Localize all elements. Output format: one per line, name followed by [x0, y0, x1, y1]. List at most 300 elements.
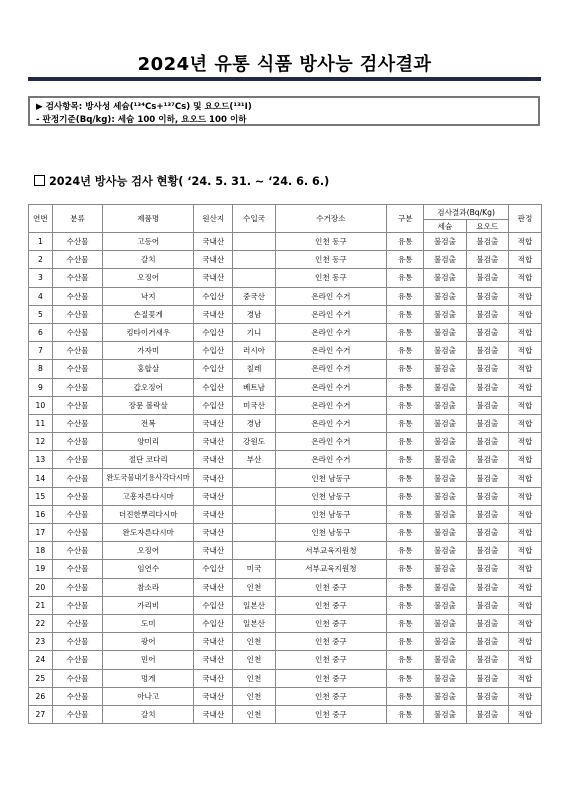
- cell-place: 인천 동구: [275, 251, 386, 269]
- table-row: [29, 633, 542, 651]
- cell-no: 16: [29, 505, 53, 523]
- table-row: [29, 251, 542, 269]
- cell-importer: [233, 524, 275, 542]
- cell-product: 완도자른다시마: [103, 524, 194, 542]
- cell-origin: 국내산: [194, 305, 233, 323]
- cell-category: 수산물: [52, 578, 103, 596]
- cell-verdict: 적합: [508, 396, 541, 414]
- cell-importer: 인천: [233, 705, 275, 723]
- cell-type: 유통: [387, 414, 424, 432]
- cell-cesium: 불검출: [424, 233, 466, 251]
- cell-cesium: 불검출: [424, 560, 466, 578]
- cell-place: 인천 남동구: [275, 524, 386, 542]
- page-title: 2024년 유통 식품 방사능 검사결과: [137, 54, 432, 75]
- cell-category: 수산물: [52, 633, 103, 651]
- cell-place: 인천 동구: [275, 269, 386, 287]
- cell-category: 수산물: [52, 378, 103, 396]
- cell-cesium: 불검출: [424, 451, 466, 469]
- cell-importer: 일본산: [233, 596, 275, 614]
- cell-iodine: 불검출: [466, 342, 508, 360]
- cell-verdict: 적합: [508, 451, 541, 469]
- cell-no: 26: [29, 687, 53, 705]
- table-row: [29, 305, 542, 323]
- header-product: 제품명: [103, 205, 194, 233]
- cell-verdict: 적합: [508, 614, 541, 632]
- cell-cesium: 불검출: [424, 414, 466, 432]
- cell-cesium: 불검출: [424, 651, 466, 669]
- cell-iodine: 불검출: [466, 505, 508, 523]
- cell-no: 6: [29, 323, 53, 341]
- cell-category: 수산물: [52, 524, 103, 542]
- cell-product: 도미: [103, 614, 194, 632]
- cell-place: 인천 동구: [275, 233, 386, 251]
- cell-iodine: 불검출: [466, 305, 508, 323]
- cell-iodine: 불검출: [466, 233, 508, 251]
- cell-importer: 부산: [233, 451, 275, 469]
- cell-origin: 국내산: [194, 687, 233, 705]
- cell-product: 고등어: [103, 233, 194, 251]
- cell-cesium: 불검출: [424, 487, 466, 505]
- criteria-line: - 판정기준(Bq/kg): 세슘 100 이하, 요오드 100 이하: [36, 115, 247, 125]
- cell-place: 인천 중구: [275, 614, 386, 632]
- cell-importer: 중국산: [233, 287, 275, 305]
- cell-verdict: 적합: [508, 269, 541, 287]
- cell-importer: 칠레: [233, 360, 275, 378]
- cell-origin: 수입산: [194, 560, 233, 578]
- cell-verdict: 적합: [508, 287, 541, 305]
- cell-importer: [233, 233, 275, 251]
- table-row: [29, 451, 542, 469]
- cell-cesium: 불검출: [424, 542, 466, 560]
- cell-product: 민어: [103, 651, 194, 669]
- checkbox-square-icon: [34, 175, 45, 186]
- cell-iodine: 불검출: [466, 451, 508, 469]
- cell-no: 10: [29, 396, 53, 414]
- cell-importer: 인천: [233, 687, 275, 705]
- cell-product: 홍합살: [103, 360, 194, 378]
- cell-type: 유통: [387, 378, 424, 396]
- cell-verdict: 적합: [508, 578, 541, 596]
- cell-type: 유통: [387, 505, 424, 523]
- cell-no: 18: [29, 542, 53, 560]
- cell-importer: 인천: [233, 578, 275, 596]
- cell-iodine: 불검출: [466, 269, 508, 287]
- cell-verdict: 적합: [508, 433, 541, 451]
- section-heading: [34, 173, 329, 189]
- cell-iodine: 불검출: [466, 651, 508, 669]
- cell-place: 인천 중구: [275, 633, 386, 651]
- cell-no: 19: [29, 560, 53, 578]
- table-row: [29, 651, 542, 669]
- cell-iodine: 불검출: [466, 705, 508, 723]
- cell-iodine: 불검출: [466, 596, 508, 614]
- cell-cesium: 불검출: [424, 469, 466, 487]
- cell-verdict: 적합: [508, 633, 541, 651]
- cell-origin: 국내산: [194, 469, 233, 487]
- cell-product: 가자미: [103, 342, 194, 360]
- cell-origin: 국내산: [194, 705, 233, 723]
- cell-no: 17: [29, 524, 53, 542]
- cell-verdict: 적합: [508, 505, 541, 523]
- cell-iodine: 불검출: [466, 669, 508, 687]
- cell-iodine: 불검출: [466, 542, 508, 560]
- cell-importer: [233, 269, 275, 287]
- cell-cesium: 불검출: [424, 669, 466, 687]
- cell-importer: 러시아: [233, 342, 275, 360]
- cell-product: 전복: [103, 414, 194, 432]
- cell-type: 유통: [387, 269, 424, 287]
- cell-verdict: 적합: [508, 360, 541, 378]
- table-row: [29, 378, 542, 396]
- cell-type: 유통: [387, 342, 424, 360]
- cell-type: 유통: [387, 614, 424, 632]
- cell-category: 수산물: [52, 614, 103, 632]
- cell-verdict: 적합: [508, 305, 541, 323]
- cell-product: 광어: [103, 633, 194, 651]
- table-row: [29, 542, 542, 560]
- cell-category: 수산물: [52, 360, 103, 378]
- cell-cesium: 불검출: [424, 633, 466, 651]
- cell-importer: 일본산: [233, 614, 275, 632]
- cell-category: 수산물: [52, 323, 103, 341]
- cell-cesium: 불검출: [424, 524, 466, 542]
- cell-type: 유통: [387, 305, 424, 323]
- table-row: [29, 705, 542, 723]
- cell-iodine: 불검출: [466, 323, 508, 341]
- cell-verdict: 적합: [508, 251, 541, 269]
- cell-iodine: 불검출: [466, 251, 508, 269]
- cell-product: 참소라: [103, 578, 194, 596]
- cell-importer: [233, 505, 275, 523]
- cell-verdict: 적합: [508, 651, 541, 669]
- test-items-line: ▶ 검사항목: 방사성 세슘(¹³⁴Cs+¹³⁷Cs) 및 요오드(¹³¹I): [36, 102, 252, 112]
- cell-iodine: 불검출: [466, 524, 508, 542]
- table-row: [29, 505, 542, 523]
- cell-place: 온라인 수거: [275, 305, 386, 323]
- cell-cesium: 불검출: [424, 396, 466, 414]
- cell-cesium: 불검출: [424, 505, 466, 523]
- cell-origin: 수입산: [194, 342, 233, 360]
- cell-product: 임연수: [103, 560, 194, 578]
- cell-origin: 국내산: [194, 487, 233, 505]
- table-row: [29, 469, 542, 487]
- cell-origin: 수입산: [194, 596, 233, 614]
- cell-cesium: 불검출: [424, 287, 466, 305]
- cell-verdict: 적합: [508, 414, 541, 432]
- table-row: [29, 560, 542, 578]
- cell-place: 서부교육지원청: [275, 560, 386, 578]
- cell-importer: 기니: [233, 323, 275, 341]
- cell-type: 유통: [387, 687, 424, 705]
- cell-iodine: 불검출: [466, 360, 508, 378]
- cell-type: 유통: [387, 396, 424, 414]
- table-row: [29, 614, 542, 632]
- table-row: [29, 433, 542, 451]
- cell-no: 1: [29, 233, 53, 251]
- cell-category: 수산물: [52, 269, 103, 287]
- test-criteria-box: [28, 96, 540, 126]
- cell-place: 온라인 수거: [275, 433, 386, 451]
- cell-product: 완도국물내기용사각다시마: [103, 469, 194, 487]
- cell-verdict: 적합: [508, 542, 541, 560]
- cell-place: 온라인 수거: [275, 378, 386, 396]
- cell-type: 유통: [387, 287, 424, 305]
- cell-verdict: 적합: [508, 487, 541, 505]
- cell-place: 온라인 수거: [275, 287, 386, 305]
- results-table: [28, 204, 542, 724]
- cell-place: 인천 중구: [275, 705, 386, 723]
- cell-cesium: 불검출: [424, 433, 466, 451]
- cell-iodine: 불검출: [466, 560, 508, 578]
- cell-verdict: 적합: [508, 233, 541, 251]
- cell-origin: 국내산: [194, 651, 233, 669]
- cell-product: 고흥자른다시마: [103, 487, 194, 505]
- cell-cesium: 불검출: [424, 614, 466, 632]
- cell-origin: 국내산: [194, 451, 233, 469]
- cell-no: 22: [29, 614, 53, 632]
- cell-type: 유통: [387, 542, 424, 560]
- cell-verdict: 적합: [508, 705, 541, 723]
- cell-product: 가리비: [103, 596, 194, 614]
- cell-type: 유통: [387, 596, 424, 614]
- cell-no: 21: [29, 596, 53, 614]
- cell-origin: 수입산: [194, 614, 233, 632]
- cell-iodine: 불검출: [466, 287, 508, 305]
- cell-product: 오징어: [103, 269, 194, 287]
- cell-origin: 국내산: [194, 269, 233, 287]
- cell-cesium: 불검출: [424, 378, 466, 396]
- cell-type: 유통: [387, 451, 424, 469]
- cell-cesium: 불검출: [424, 705, 466, 723]
- cell-verdict: 적합: [508, 596, 541, 614]
- cell-cesium: 불검출: [424, 596, 466, 614]
- cell-product: 양미리: [103, 433, 194, 451]
- cell-iodine: 불검출: [466, 614, 508, 632]
- cell-iodine: 불검출: [466, 469, 508, 487]
- cell-category: 수산물: [52, 233, 103, 251]
- header-type: 구분: [387, 205, 424, 233]
- cell-no: 14: [29, 469, 53, 487]
- cell-place: 서부교육지원청: [275, 542, 386, 560]
- cell-category: 수산물: [52, 669, 103, 687]
- cell-type: 유통: [387, 433, 424, 451]
- cell-importer: [233, 251, 275, 269]
- cell-importer: 인천: [233, 669, 275, 687]
- cell-place: 온라인 수거: [275, 360, 386, 378]
- cell-type: 유통: [387, 233, 424, 251]
- cell-cesium: 불검출: [424, 578, 466, 596]
- cell-origin: 국내산: [194, 524, 233, 542]
- cell-cesium: 불검출: [424, 360, 466, 378]
- cell-iodine: 불검출: [466, 487, 508, 505]
- cell-place: 온라인 수거: [275, 342, 386, 360]
- table-row: [29, 487, 542, 505]
- cell-verdict: 적합: [508, 669, 541, 687]
- cell-origin: 국내산: [194, 633, 233, 651]
- cell-verdict: 적합: [508, 323, 541, 341]
- header-origin: 원산지: [194, 205, 233, 233]
- cell-type: 유통: [387, 651, 424, 669]
- header-cesium: 세슘: [424, 220, 466, 233]
- cell-cesium: 불검출: [424, 251, 466, 269]
- cell-product: 손질꽃게: [103, 305, 194, 323]
- cell-place: 온라인 수거: [275, 451, 386, 469]
- cell-no: 8: [29, 360, 53, 378]
- cell-category: 수산물: [52, 414, 103, 432]
- cell-verdict: 적합: [508, 378, 541, 396]
- cell-origin: 국내산: [194, 251, 233, 269]
- cell-no: 25: [29, 669, 53, 687]
- cell-product: 장문 볼락살: [103, 396, 194, 414]
- cell-iodine: 불검출: [466, 578, 508, 596]
- cell-category: 수산물: [52, 560, 103, 578]
- cell-place: 인천 중구: [275, 578, 386, 596]
- header-category: 분류: [52, 205, 103, 233]
- cell-origin: 수입산: [194, 360, 233, 378]
- cell-type: 유통: [387, 524, 424, 542]
- cell-type: 유통: [387, 487, 424, 505]
- cell-no: 3: [29, 269, 53, 287]
- cell-type: 유통: [387, 251, 424, 269]
- table-row: [29, 269, 542, 287]
- table-row: [29, 287, 542, 305]
- table-row: [29, 687, 542, 705]
- cell-iodine: 불검출: [466, 433, 508, 451]
- header-no: 연번: [29, 205, 53, 233]
- section-title: 2024년 방사능 검사 현황( ‘24. 5. 31. ~ ‘24. 6. 6.): [49, 175, 330, 188]
- table-row: [29, 596, 542, 614]
- cell-category: 수산물: [52, 487, 103, 505]
- cell-no: 9: [29, 378, 53, 396]
- cell-origin: 국내산: [194, 414, 233, 432]
- cell-no: 2: [29, 251, 53, 269]
- cell-verdict: 적합: [508, 342, 541, 360]
- title-underline: [28, 77, 541, 81]
- cell-iodine: 불검출: [466, 396, 508, 414]
- table-row: [29, 323, 542, 341]
- cell-category: 수산물: [52, 433, 103, 451]
- cell-product: 갈치: [103, 251, 194, 269]
- cell-importer: 인천: [233, 633, 275, 651]
- cell-no: 27: [29, 705, 53, 723]
- cell-origin: 수입산: [194, 287, 233, 305]
- header-verdict: 판정: [508, 205, 541, 233]
- cell-category: 수산물: [52, 705, 103, 723]
- cell-place: 온라인 수거: [275, 414, 386, 432]
- table-row: [29, 524, 542, 542]
- cell-product: 킹타이거새우: [103, 323, 194, 341]
- cell-origin: 국내산: [194, 505, 233, 523]
- cell-cesium: 불검출: [424, 269, 466, 287]
- cell-importer: [233, 487, 275, 505]
- cell-product: 절단 코다리: [103, 451, 194, 469]
- cell-origin: 수입산: [194, 396, 233, 414]
- cell-type: 유통: [387, 469, 424, 487]
- cell-verdict: 적합: [508, 560, 541, 578]
- header-place: 수거장소: [275, 205, 386, 233]
- cell-product: 아나고: [103, 687, 194, 705]
- cell-iodine: 불검출: [466, 633, 508, 651]
- cell-cesium: 불검출: [424, 305, 466, 323]
- cell-iodine: 불검출: [466, 414, 508, 432]
- cell-importer: [233, 542, 275, 560]
- cell-importer: [233, 469, 275, 487]
- cell-category: 수산물: [52, 651, 103, 669]
- cell-place: 인천 중구: [275, 651, 386, 669]
- cell-type: 유통: [387, 633, 424, 651]
- cell-origin: 국내산: [194, 542, 233, 560]
- cell-place: 인천 남동구: [275, 505, 386, 523]
- cell-verdict: 적합: [508, 524, 541, 542]
- cell-importer: 미국: [233, 560, 275, 578]
- cell-origin: 국내산: [194, 578, 233, 596]
- header-importer: 수입국: [233, 205, 275, 233]
- header-iodine: 요오드: [466, 220, 508, 233]
- cell-verdict: 적합: [508, 469, 541, 487]
- cell-no: 23: [29, 633, 53, 651]
- cell-importer: 인천: [233, 651, 275, 669]
- cell-importer: 경남: [233, 414, 275, 432]
- table-row: [29, 396, 542, 414]
- cell-no: 4: [29, 287, 53, 305]
- results-table-body: [29, 233, 542, 724]
- cell-iodine: 불검출: [466, 378, 508, 396]
- cell-cesium: 불검출: [424, 687, 466, 705]
- cell-category: 수산물: [52, 687, 103, 705]
- cell-place: 인천 중구: [275, 687, 386, 705]
- cell-no: 12: [29, 433, 53, 451]
- cell-category: 수산물: [52, 469, 103, 487]
- cell-place: 인천 중구: [275, 669, 386, 687]
- table-row: [29, 342, 542, 360]
- cell-origin: 국내산: [194, 233, 233, 251]
- cell-category: 수산물: [52, 342, 103, 360]
- cell-category: 수산물: [52, 305, 103, 323]
- cell-no: 24: [29, 651, 53, 669]
- cell-no: 20: [29, 578, 53, 596]
- cell-product: 멍게: [103, 669, 194, 687]
- table-row: [29, 414, 542, 432]
- cell-type: 유통: [387, 578, 424, 596]
- cell-product: 갈치: [103, 705, 194, 723]
- cell-place: 온라인 수거: [275, 323, 386, 341]
- cell-no: 11: [29, 414, 53, 432]
- cell-type: 유통: [387, 669, 424, 687]
- cell-category: 수산물: [52, 396, 103, 414]
- cell-category: 수산물: [52, 542, 103, 560]
- table-row: [29, 233, 542, 251]
- cell-origin: 국내산: [194, 669, 233, 687]
- cell-origin: 국내산: [194, 433, 233, 451]
- cell-importer: 베트남: [233, 378, 275, 396]
- cell-type: 유통: [387, 360, 424, 378]
- cell-no: 15: [29, 487, 53, 505]
- cell-cesium: 불검출: [424, 323, 466, 341]
- cell-cesium: 불검출: [424, 342, 466, 360]
- cell-place: 인천 중구: [275, 596, 386, 614]
- cell-type: 유통: [387, 705, 424, 723]
- cell-origin: 수입산: [194, 378, 233, 396]
- cell-category: 수산물: [52, 451, 103, 469]
- cell-product: 더진한뿌리다시마: [103, 505, 194, 523]
- cell-product: 오징어: [103, 542, 194, 560]
- header-result: 검사결과(Bq/Kg): [424, 205, 509, 220]
- cell-category: 수산물: [52, 505, 103, 523]
- cell-product: 갑오징어: [103, 378, 194, 396]
- cell-iodine: 불검출: [466, 687, 508, 705]
- table-row: [29, 578, 542, 596]
- cell-no: 5: [29, 305, 53, 323]
